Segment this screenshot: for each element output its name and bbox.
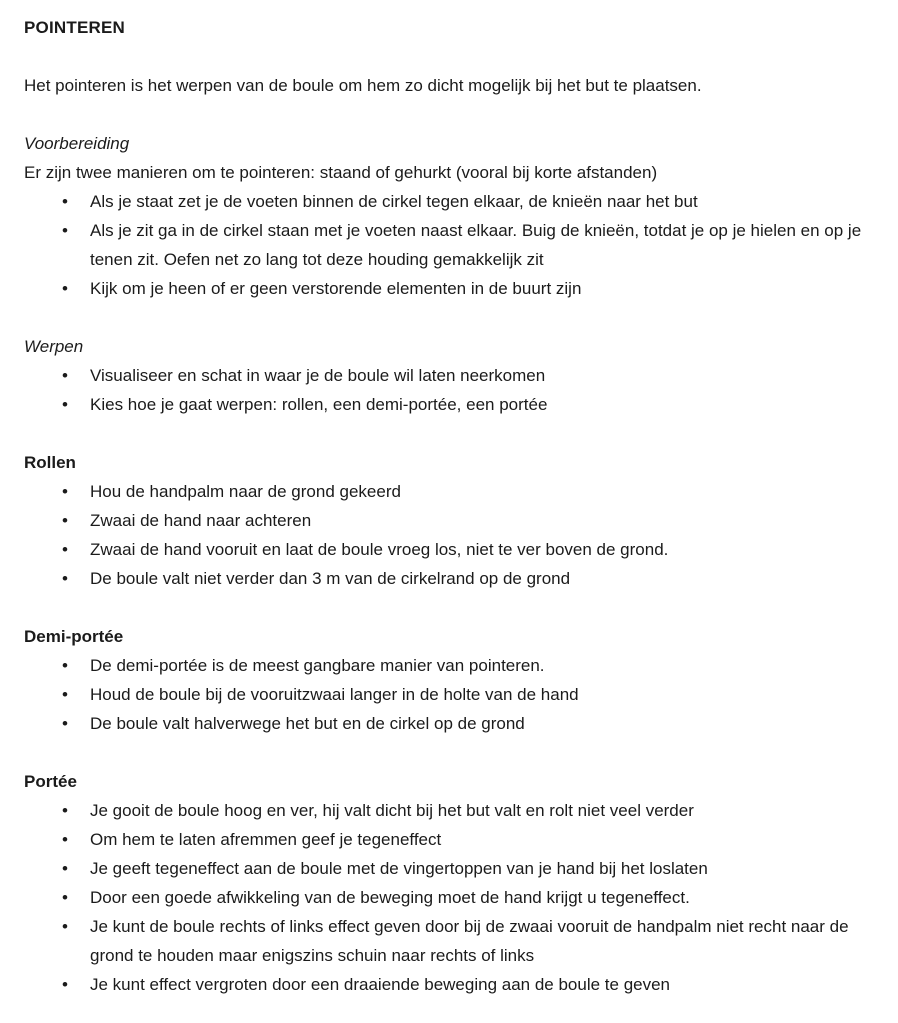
list-item-text: Kies hoe je gaat werpen: rollen, een demi-portée, een portée — [90, 395, 548, 414]
list-item — [24, 274, 878, 303]
list-item-text: Je geeft tegeneffect aan de boule met de vingertoppen van je hand bij het loslaten — [90, 859, 708, 878]
bullet-list — [24, 796, 878, 999]
bullet-icon: • — [62, 685, 68, 704]
bullet-icon: • — [62, 656, 68, 675]
list-item — [24, 187, 878, 216]
list-item-text: Als je staat zet je de voeten binnen de cirkel tegen elkaar, de knieën naar het but — [90, 192, 698, 211]
bullet-icon: • — [62, 569, 68, 588]
list-item — [24, 361, 878, 390]
bullet-icon: • — [62, 830, 68, 849]
list-item — [24, 796, 878, 825]
list-item-text: De boule valt niet verder dan 3 m van de cirkelrand op de grond — [90, 569, 571, 588]
list-item-text: De demi-portée is de meest gangbare manier van pointeren. — [90, 656, 545, 675]
section-heading: Rollen — [24, 453, 76, 472]
section-portee — [24, 767, 878, 999]
bullet-list — [24, 187, 878, 303]
bullet-icon: • — [62, 975, 68, 994]
list-item — [24, 883, 878, 912]
list-item — [24, 709, 878, 738]
list-item-text: Zwaai de hand naar achteren — [90, 511, 312, 530]
bullet-icon: • — [62, 540, 68, 559]
list-item-text: Hou de handpalm naar de grond gekeerd — [90, 482, 401, 501]
bullet-icon: • — [62, 917, 68, 936]
section-lead: Er zijn twee manieren om te pointeren: staand of gehurkt (vooral bij korte afstanden) — [24, 163, 658, 182]
bullet-icon: • — [62, 859, 68, 878]
list-item-text: Je kunt de boule rechts of links effect geven door bij de zwaai vooruit de handpalm niet recht naar de grond te houden maar enigszins schuin naar rechts of links — [90, 917, 849, 965]
bullet-list — [24, 477, 878, 593]
list-item — [24, 651, 878, 680]
list-item — [24, 912, 878, 970]
bullet-list — [24, 361, 878, 419]
list-item-text: Kijk om je heen of er geen verstorende elementen in de buurt zijn — [90, 279, 582, 298]
section-werpen — [24, 332, 878, 419]
section-heading: Voorbereiding — [24, 134, 130, 153]
bullet-icon: • — [62, 395, 68, 414]
list-item-text: Visualiseer en schat in waar je de boule wil laten neerkomen — [90, 366, 546, 385]
bullet-list — [24, 651, 878, 738]
list-item-text: Je gooit de boule hoog en ver, hij valt dicht bij het but valt en rolt niet veel verder — [90, 801, 694, 820]
intro-paragraph: Het pointeren is het werpen van de boule om hem zo dicht mogelijk bij het but te plaatsen. — [24, 76, 702, 95]
list-item — [24, 216, 878, 274]
list-item — [24, 535, 878, 564]
section-demi-portee — [24, 622, 878, 738]
bullet-icon: • — [62, 511, 68, 530]
section-voorbereiding — [24, 129, 878, 303]
page-title: POINTEREN — [24, 18, 125, 37]
bullet-icon: • — [62, 801, 68, 820]
section-heading: Demi-portée — [24, 627, 124, 646]
document-sections — [24, 129, 878, 999]
bullet-icon: • — [62, 888, 68, 907]
bullet-icon: • — [62, 714, 68, 733]
bullet-icon: • — [62, 192, 68, 211]
list-item-text: Zwaai de hand vooruit en laat de boule vroeg los, niet te ver boven de grond. — [90, 540, 669, 559]
list-item — [24, 970, 878, 999]
list-item — [24, 506, 878, 535]
list-item-text: Door een goede afwikkeling van de beweging moet de hand krijgt u tegeneffect. — [90, 888, 690, 907]
list-item — [24, 390, 878, 419]
bullet-icon: • — [62, 366, 68, 385]
list-item-text: Houd de boule bij de vooruitzwaai langer in de holte van de hand — [90, 685, 579, 704]
list-item-text: De boule valt halverwege het but en de cirkel op de grond — [90, 714, 525, 733]
list-item — [24, 564, 878, 593]
section-rollen — [24, 448, 878, 593]
bullet-icon: • — [62, 279, 68, 298]
bullet-icon: • — [62, 221, 68, 240]
list-item — [24, 825, 878, 854]
list-item — [24, 477, 878, 506]
section-heading: Werpen — [24, 337, 84, 356]
list-item-text: Om hem te laten afremmen geef je tegeneffect — [90, 830, 442, 849]
section-heading: Portée — [24, 772, 77, 791]
bullet-icon: • — [62, 482, 68, 501]
list-item-text: Als je zit ga in de cirkel staan met je voeten naast elkaar. Buig de knieën, totdat je op je hielen en op je tenen zit. Oefen net zo lang tot deze houding gemakkelijk zit — [90, 221, 862, 269]
list-item — [24, 680, 878, 709]
list-item-text: Je kunt effect vergroten door een draaiende beweging aan de boule te geven — [90, 975, 671, 994]
list-item — [24, 854, 878, 883]
